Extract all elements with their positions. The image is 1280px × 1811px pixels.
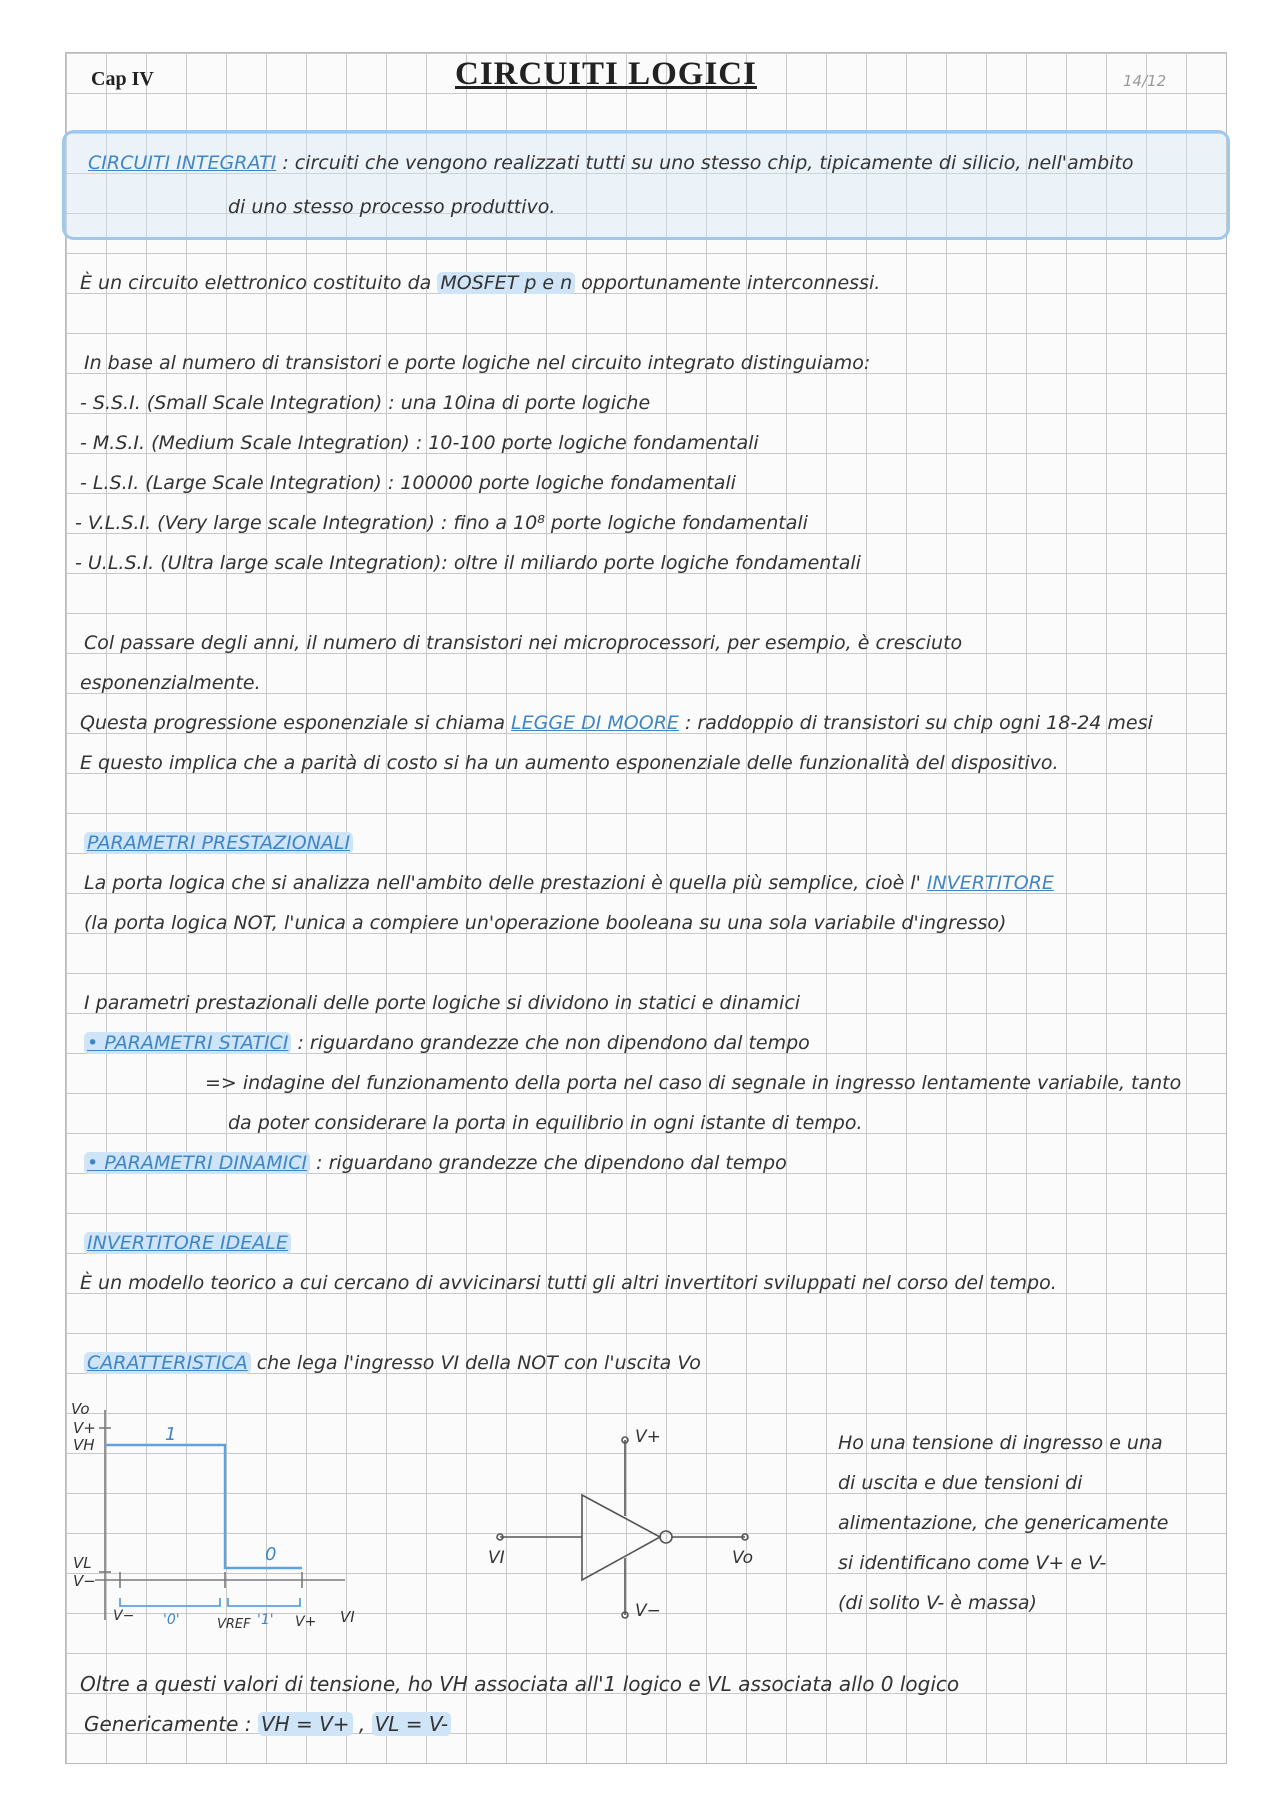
intro-term: CIRCUITI INTEGRATI — [88, 152, 277, 174]
moore-pre: Questa progressione esponenziale si chiama — [80, 712, 505, 734]
y-axis-label: Vo — [71, 1400, 90, 1418]
x-label-vref: VREF — [217, 1617, 251, 1632]
intro-def-1: : circuiti che vengono realizzati tutti su uno stesso chip, tipicamente di silicio, nell'ambito — [282, 152, 1134, 174]
static-params-line — [84, 1032, 810, 1054]
note-line-2: di uscita e due tensioni di — [838, 1472, 1083, 1494]
graph-axes — [95, 1410, 345, 1620]
final-sep: , — [358, 1712, 366, 1736]
band-1-label: '1' — [257, 1612, 274, 1628]
static-params-def: : riguardano grandezze che non dipendono dal tempo — [297, 1032, 810, 1054]
label-vh: VH — [73, 1436, 95, 1454]
x-label-vplus: V+ — [295, 1614, 317, 1630]
inverter-bubble — [660, 1531, 672, 1543]
param-l1-term: INVERTITORE — [926, 872, 1054, 894]
final-vl: VL = V- — [372, 1712, 451, 1736]
ideal-line-1: È un modello teorico a cui cercano di avvicinarsi tutti gli altri invertitori sviluppati nel corso del tempo. — [80, 1272, 1057, 1294]
final-line-1: Oltre a questi valori di tensione, ho VH associata all'1 logico e VL associata allo 0 logico — [80, 1672, 960, 1696]
definition-box — [62, 130, 1230, 240]
chapter-label: Cap IV — [91, 68, 154, 90]
mosfet-line — [80, 272, 880, 294]
static-params-term: • PARAMETRI STATICI — [84, 1032, 291, 1054]
label-vplus: V+ — [73, 1419, 96, 1437]
moore-line-3 — [80, 712, 1153, 734]
label-vl: VL — [73, 1554, 92, 1572]
x-label-vminus: V− — [113, 1608, 135, 1624]
scale-item-lsi: - L.S.I. (Large Scale Integration) : 100000 porte logiche fondamentali — [80, 472, 736, 494]
moore-line-2: esponenzialmente. — [80, 672, 261, 694]
scale-intro: In base al numero di transistori e porte logiche nel circuito integrato distinguiamo: — [84, 352, 871, 374]
static-sub-2: da poter considerare la porta in equilibrio in ogni istante di tempo. — [228, 1112, 863, 1134]
page-title: CIRCUITI LOGICI — [455, 56, 757, 92]
scale-item-ulsi: - U.L.S.I. (Ultra large scale Integration): oltre il miliardo porte logiche fondamentali — [75, 552, 861, 574]
characteristic-term: CARATTERISTICA — [84, 1352, 251, 1374]
dynamic-params-term: • PARAMETRI DINAMICI — [84, 1152, 310, 1174]
inverter-output-label: Vo — [732, 1548, 754, 1568]
region-1-label: 1 — [165, 1424, 177, 1445]
region-0-label: 0 — [265, 1544, 277, 1565]
mosfet-post: opportunamente interconnessi. — [581, 272, 881, 294]
final-line-2 — [84, 1712, 451, 1736]
intro-line-2: di uno stesso processo produttivo. — [228, 196, 556, 218]
note-line-5: (di solito V- è massa) — [838, 1592, 1037, 1614]
dynamic-params-def: : riguardano grandezze che dipendono dal tempo — [316, 1152, 787, 1174]
band-0-label: '0' — [163, 1612, 180, 1628]
ideal-heading-row — [84, 1232, 291, 1254]
final-vh: VH = V+ — [258, 1712, 353, 1736]
inverter-triangle — [582, 1495, 660, 1580]
x-axis-label: VI — [340, 1608, 355, 1626]
ideal-heading: INVERTITORE IDEALE — [84, 1232, 291, 1254]
scale-item-msi: - M.S.I. (Medium Scale Integration) : 10-100 porte logiche fondamentali — [80, 432, 759, 454]
param-heading: PARAMETRI PRESTAZIONALI — [84, 832, 353, 854]
dynamic-params-line — [84, 1152, 787, 1174]
band-1-bracket — [228, 1598, 300, 1606]
label-vminus: V− — [73, 1572, 96, 1590]
inverter-input-label: VI — [488, 1548, 505, 1568]
characteristic-def: che lega l'ingresso VI della NOT con l'uscita Vo — [256, 1352, 701, 1374]
inverter-symbol — [480, 1420, 780, 1640]
characteristic-line — [84, 1352, 701, 1374]
inverter-vminus-label: V− — [635, 1601, 661, 1621]
moore-line-4: E questo implica che a parità di costo si ha un aumento esponenziale delle funzionalità del dispositivo. — [80, 752, 1059, 774]
moore-line-1: Col passare degli anni, il numero di transistori nei microprocessori, per esempio, è cresciuto — [84, 632, 963, 654]
page-date: 14/12 — [1123, 72, 1167, 90]
mosfet-pre: È un circuito elettronico costituito da — [80, 272, 432, 294]
inverter-vplus-label: V+ — [635, 1427, 661, 1447]
note-line-4: si identificano come V+ e V- — [838, 1552, 1107, 1574]
mosfet-highlight: MOSFET p e n — [437, 272, 575, 294]
param-line-3: I parametri prestazionali delle porte logiche si dividono in statici e dinamici — [84, 992, 801, 1014]
moore-term: LEGGE DI MOORE — [511, 712, 679, 734]
param-line-2: (la porta logica NOT, l'unica a compiere un'operazione booleana su una sola variabile d'ingresso) — [84, 912, 1007, 934]
final-pre: Genericamente : — [84, 1712, 252, 1736]
note-line-1: Ho una tensione di ingresso e una — [838, 1432, 1163, 1454]
param-l1-pre: La porta logica che si analizza nell'ambito delle prestazioni è quella più semplice, cioè l' — [84, 872, 921, 894]
param-heading-row — [84, 832, 353, 854]
intro-line-1 — [88, 152, 1134, 174]
scale-item-ssi: - S.S.I. (Small Scale Integration) : una 10ina di porte logiche — [80, 392, 651, 414]
scale-item-vlsi: - V.L.S.I. (Very large scale Integration) : fino a 10⁸ porte logiche fondamentali — [75, 512, 808, 534]
band-0-bracket — [120, 1598, 220, 1606]
note-line-3: alimentazione, che genericamente — [838, 1512, 1169, 1534]
static-sub-1: => indagine del funzionamento della porta nel caso di segnale in ingresso lentamente variabile, tanto — [205, 1072, 1182, 1094]
moore-post: : raddoppio di transistori su chip ogni 18-24 mesi — [684, 712, 1153, 734]
param-line-1 — [84, 872, 1054, 894]
